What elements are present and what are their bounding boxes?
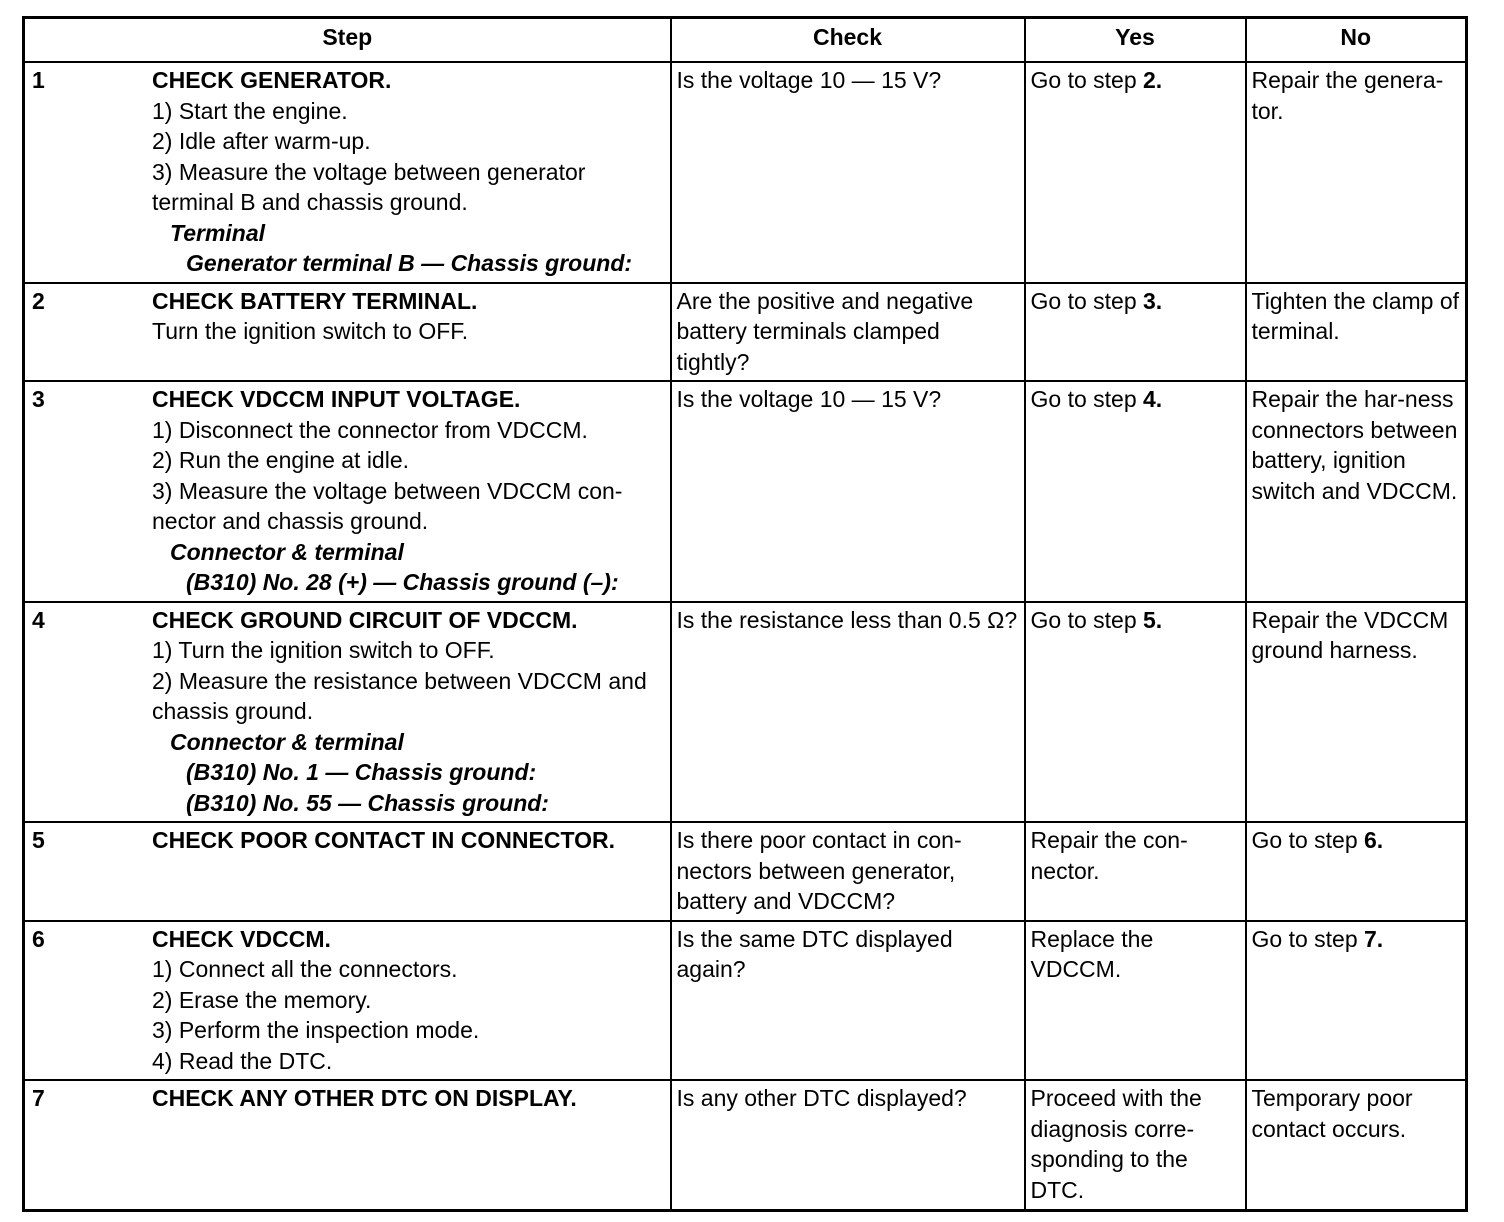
check-cell: [671, 381, 1025, 602]
yes-text: Go to step: [1030, 606, 1144, 633]
yes-step-ref: 4.: [1143, 386, 1163, 412]
check-question: Is the same DTC displayed again?: [676, 925, 953, 982]
check-question: Is the resistance less than 0.5 Ω?: [676, 606, 1018, 633]
header-step: Step: [24, 18, 671, 63]
step-instruction: 1) Connect all the connectors.: [152, 956, 458, 982]
step-cell: [24, 381, 671, 602]
header-yes: Yes: [1025, 18, 1246, 63]
yes-cell: [1025, 1080, 1246, 1210]
step-number: 6: [32, 925, 45, 952]
table-row: [24, 62, 1467, 283]
step-instruction: 4) Read the DTC.: [152, 1047, 333, 1074]
table-row: [24, 283, 1467, 382]
step-number: 4: [32, 606, 45, 633]
step-instruction: 3) Measure the voltage between VDCCM con-nector and chassis ground.: [152, 477, 623, 534]
step-cell: [24, 921, 671, 1081]
header-no: No: [1246, 18, 1467, 63]
check-cell: [671, 283, 1025, 382]
diagnostic-table: [22, 16, 1468, 1212]
terminal-spec: (B310) No. 55 — Chassis ground:: [186, 789, 549, 816]
check-cell: [671, 62, 1025, 283]
yes-cell: [1025, 381, 1246, 602]
yes-cell: [1025, 921, 1246, 1081]
no-text: Temporary poor contact occurs.: [1251, 1085, 1413, 1142]
step-body: [152, 384, 665, 598]
step-instruction: 3) Measure the voltage between generator terminal B and chassis ground.: [152, 158, 586, 215]
step-body: [152, 1083, 665, 1114]
step-cell: [24, 602, 671, 823]
yes-cell: [1025, 822, 1246, 921]
table-row: [24, 822, 1467, 921]
step-number: 2: [32, 287, 45, 314]
step-instruction: Turn the ignition switch to OFF.: [152, 318, 469, 344]
check-cell: [671, 822, 1025, 921]
step-title: CHECK VDCCM.: [152, 925, 331, 952]
step-body: [152, 286, 665, 347]
yes-text: Replace the VDCCM.: [1030, 925, 1154, 982]
no-cell: [1246, 62, 1467, 283]
step-title: CHECK POOR CONTACT IN CONNECTOR.: [152, 827, 615, 853]
no-cell: [1246, 1080, 1467, 1210]
step-title: CHECK GROUND CIRCUIT OF VDCCM.: [152, 606, 578, 633]
step-instruction: 2) Run the engine at idle.: [152, 447, 410, 473]
step-number: 7: [32, 1085, 45, 1111]
no-cell: [1246, 381, 1467, 602]
yes-cell: [1025, 283, 1246, 382]
step-title: CHECK GENERATOR.: [152, 67, 392, 93]
yes-text: Repair the con-nector.: [1030, 827, 1188, 884]
step-instruction: 2) Idle after warm-up.: [152, 128, 371, 154]
table-body: [24, 62, 1467, 1210]
check-question: Is the voltage 10 — 15 V?: [676, 67, 942, 93]
step-cell: [24, 283, 671, 382]
step-instruction: 3) Perform the inspection mode.: [152, 1017, 480, 1043]
no-text: Repair the VDCCM ground harness.: [1251, 606, 1449, 663]
no-text: Tighten the clamp of terminal.: [1251, 287, 1460, 344]
terminal-spec: (B310) No. 1 — Chassis ground:: [186, 759, 537, 785]
no-text: Go to step: [1251, 925, 1365, 952]
table-header: [24, 18, 1467, 63]
step-body: [152, 825, 665, 856]
yes-step-ref: 2.: [1143, 67, 1163, 93]
no-cell: [1246, 822, 1467, 921]
yes-step-ref: 5.: [1143, 606, 1163, 633]
no-step-ref: 7.: [1364, 925, 1384, 952]
step-body: [152, 924, 665, 1077]
step-cell: [24, 1080, 671, 1210]
step-instruction: 2) Measure the resistance between VDCCM and chassis ground.: [152, 667, 647, 724]
step-body: [152, 605, 665, 819]
step-number: 1: [32, 67, 45, 93]
check-cell: [671, 602, 1025, 823]
check-cell: [671, 1080, 1025, 1210]
yes-text: Go to step: [1030, 386, 1144, 412]
no-cell: [1246, 283, 1467, 382]
terminal-spec: (B310) No. 28 (+) — Chassis ground (–):: [186, 569, 619, 595]
header-check: Check: [671, 18, 1025, 63]
step-title: CHECK BATTERY TERMINAL.: [152, 287, 478, 314]
step-instruction: 1) Disconnect the connector from VDCCM.: [152, 416, 588, 443]
step-body: [152, 65, 665, 279]
step-title: CHECK VDCCM INPUT VOLTAGE.: [152, 386, 521, 412]
check-question: Are the positive and negative battery terminals clamped tightly?: [676, 287, 974, 375]
header-row: [24, 18, 1467, 63]
step-number: 5: [32, 827, 45, 853]
check-question: Is any other DTC displayed?: [676, 1085, 967, 1111]
step-instruction: 2) Erase the memory.: [152, 986, 372, 1013]
terminal-spec: Generator terminal B — Chassis ground:: [186, 250, 633, 276]
check-question: Is the voltage 10 — 15 V?: [676, 386, 942, 412]
table-row: [24, 921, 1467, 1081]
terminal-heading: Terminal: [170, 219, 266, 246]
step-instruction: 1) Start the engine.: [152, 97, 348, 124]
yes-text: Go to step: [1030, 287, 1144, 314]
yes-cell: [1025, 602, 1246, 823]
step-cell: [24, 62, 671, 283]
no-text: Repair the har-ness connectors between battery, ignition switch and VDCCM.: [1251, 386, 1458, 504]
yes-step-ref: 3.: [1143, 287, 1163, 314]
no-text: Repair the genera-tor.: [1251, 67, 1444, 124]
no-cell: [1246, 602, 1467, 823]
terminal-heading: Connector & terminal: [170, 728, 404, 755]
check-question: Is there poor contact in con-nectors between generator, battery and VDCCM?: [676, 827, 962, 914]
yes-cell: [1025, 62, 1246, 283]
table-row: [24, 1080, 1467, 1210]
table-row: [24, 602, 1467, 823]
no-cell: [1246, 921, 1467, 1081]
table-row: [24, 381, 1467, 602]
step-cell: [24, 822, 671, 921]
step-instruction: 1) Turn the ignition switch to OFF.: [152, 637, 495, 663]
check-cell: [671, 921, 1025, 1081]
step-number: 3: [32, 386, 45, 412]
terminal-heading: Connector & terminal: [170, 538, 404, 565]
yes-text: Go to step: [1030, 67, 1144, 93]
no-step-ref: 6.: [1364, 827, 1384, 853]
no-text: Go to step: [1251, 827, 1365, 853]
step-title: CHECK ANY OTHER DTC ON DISPLAY.: [152, 1085, 577, 1111]
yes-text: Proceed with the diagnosis corre-sponding to the DTC.: [1030, 1085, 1202, 1203]
